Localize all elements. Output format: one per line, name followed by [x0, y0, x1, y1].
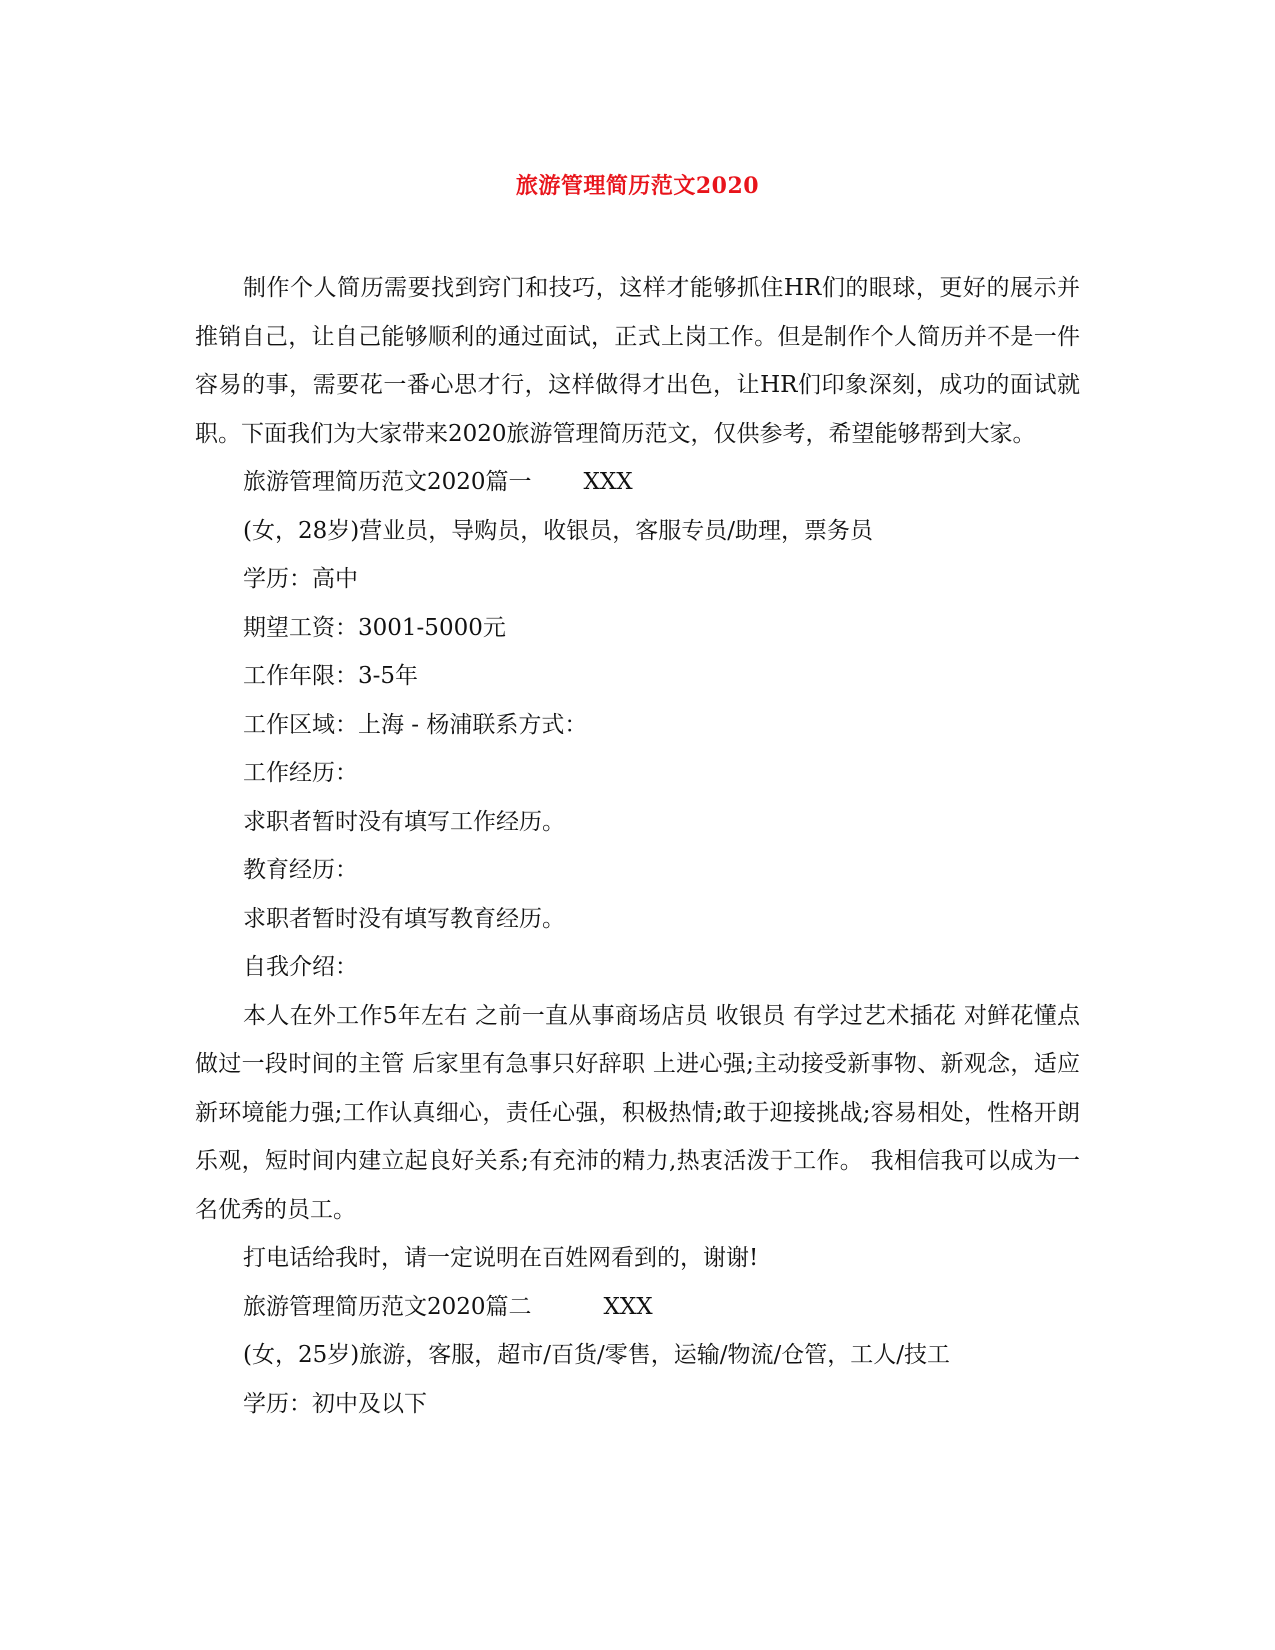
resume1-heading-line	[195, 458, 1080, 507]
resume1-area: 工作区域：上海 - 杨浦联系方式：	[243, 711, 588, 738]
document-body	[195, 264, 1080, 1428]
resume1-work-text: 求职者暂时没有填写工作经历。	[243, 808, 565, 835]
resume2-heading-line	[195, 1283, 1080, 1332]
document-title: 旅游管理简历范文2020	[515, 173, 760, 199]
resume1-self-label: 自我介绍：	[243, 954, 358, 980]
intro-paragraph: 制作个人简历需要找到窍门和技巧，这样才能够抓住HR们的眼球，更好的展示并推销自己，让自己能够顺利的通过面试，正式上岗工作。但是制作个人简历并不是一件容易的事，需要花一番心思才行，这样做得才出色，让HR们印象深刻，成功的面试就职。下面我们为大家带来2020旅游管理简历范文，仅供参考，希望能够帮到大家。	[195, 275, 1080, 447]
resume2-education: 学历：初中及以下	[243, 1390, 427, 1417]
resume1-edu-text: 求职者暂时没有填写教育经历。	[243, 905, 565, 932]
resume1-education: 学历：高中	[243, 566, 358, 592]
resume1-self-text: 本人在外工作5年左右 之前一直从事商场店员 收银员 有学过艺术插花 对鲜花懂点 做过一段时间的主管 后家里有急事只好辞职 上进心强;主动接受新事物、新观念，适应新环境能力强;工作认真细心，责任心强，积极热情;敢于迎接挑战;容易相处，性格开朗乐观，短时间内建立起良好关系;有充沛的精力,热衷活泼于工作。 我相信我可以成为一名优秀的员工。	[195, 1002, 1080, 1223]
resume2-heading: 旅游管理简历范文2020篇二	[243, 1293, 532, 1320]
resume1-heading: 旅游管理简历范文2020篇一	[243, 469, 532, 495]
resume2-name: XXX	[603, 1293, 653, 1320]
resume1-name: XXX	[583, 469, 633, 495]
resume1-edu-label: 教育经历：	[243, 857, 358, 883]
resume1-work-label: 工作经历：	[243, 760, 358, 786]
resume2-profile: (女，25岁)旅游，客服，超市/百货/零售，运输/物流/仓管，工人/技工	[243, 1342, 950, 1368]
resume1-call-note: 打电话给我时，请一定说明在百姓网看到的，谢谢!	[243, 1245, 759, 1271]
resume1-years: 工作年限：3-5年	[243, 663, 419, 689]
resume1-profile: (女，28岁)营业员，导购员，收银员，客服专员/助理，票务员	[243, 517, 873, 544]
resume1-salary: 期望工资：3001-5000元	[243, 614, 506, 641]
